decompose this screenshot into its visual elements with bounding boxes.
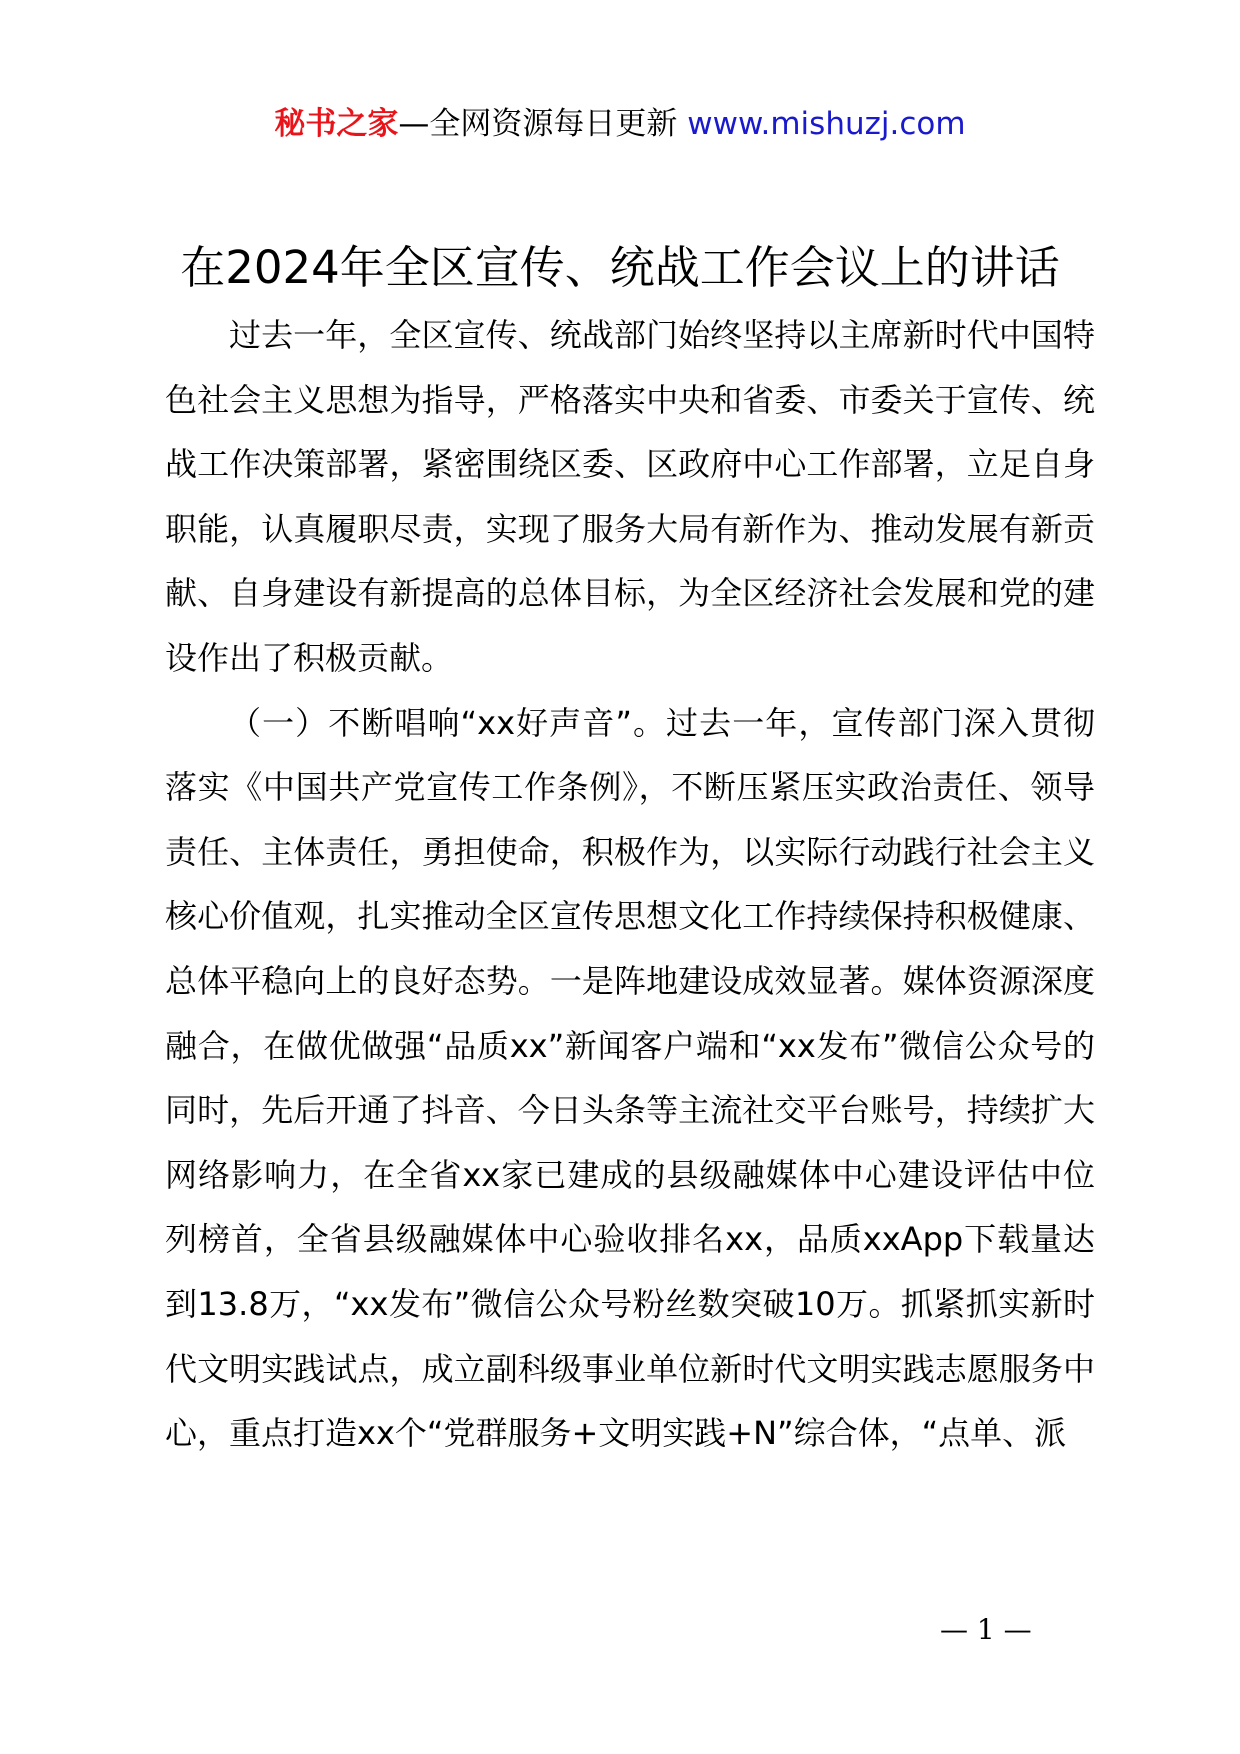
header-brand: 秘书之家 — [274, 106, 399, 142]
header-slogan: —全网资源每日更新 — [398, 106, 678, 142]
document-title: 在2024年全区宣传、统战工作会议上的讲话 — [180, 241, 1060, 294]
paragraph-intro: 过去一年，全区宣传、统战部门始终坚持以主席新时代中国特色社会主义思想为指导，严格落实中央和省委、市委关于宣传、统战工作决策部署，紧密围绕区委、区政府中心工作部署，立足自身职能，认真履职尽责，实现了服务大局有新作为、推动发展有新贡献、自身建设有新提高的总体目标，为全区经济社会发展和党的建设作出了积极贡献。 — [165, 316, 1095, 677]
document-body — [165, 303, 1095, 1466]
site-header — [0, 102, 1240, 146]
paragraph-section-1: （一）不断唱响“xx好声音”。过去一年，宣传部门深入贯彻落实《中国共产党宣传工作条例》，不断压紧压实政治责任、领导责任、主体责任，勇担使命，积极作为，以实际行动践行社会主义核心价值观，扎实推动全区宣传思想文化工作持续保持积极健康、总体平稳向上的良好态势。一是阵地建设成效显著。媒体资源深度融合，在做优做强“品质xx”新闻客户端和“xx发布”微信公众号的同时，先后开通了抖音、今日头条等主流社交平台账号，持续扩大网络影响力，在全省xx家已建成的县级融媒体中心建设评估中位列榜首，全省县级融媒体中心验收排名xx，品质xxApp下载量达到13.8万，“xx发布”微信公众号粉丝数突破10万。抓紧抓实新时代文明实践试点，成立副科级事业单位新时代文明实践志愿服务中心，重点打造xx个“党群服务+文明实践+N”综合体，“点单、派 — [165, 703, 1095, 1453]
page-number: — 1 — — [940, 1613, 1032, 1646]
header-url-link[interactable]: www.mishuzj.com — [687, 106, 966, 142]
